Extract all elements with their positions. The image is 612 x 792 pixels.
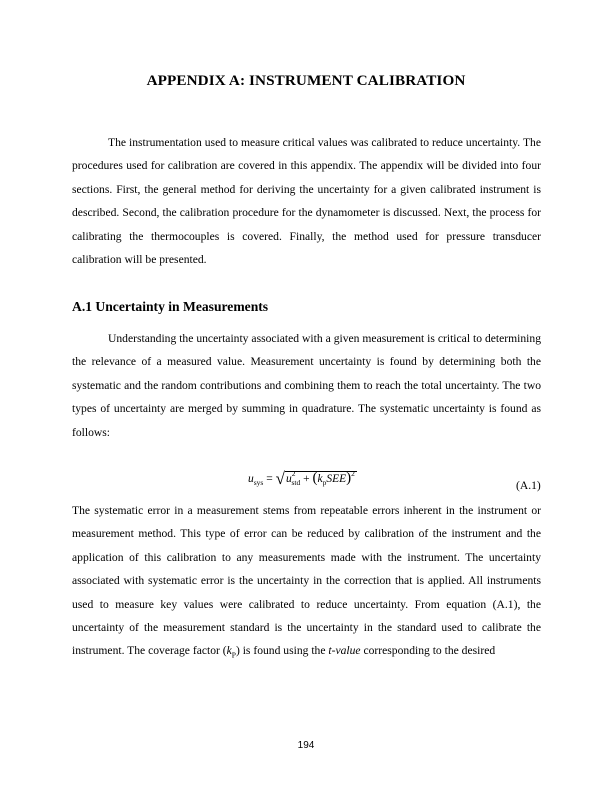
body-text-1: The systematic error in a measurement stems from repeatable errors inherent in the instrument or measurement method. This type of error can be reduced by calibration of the instrument and the application of this calibration to any measurements made with the instrument. The uncertainty associated with systematic error is the uncertainty in the correction that is applied. All instruments used to measure key values were calibrated to reduce uncertainty. From equation (A.1), the uncertainty of the measurement standard is the uncertainty in the standard used to calibrate the instrument. The coverage factor ( bbox=[72, 504, 541, 658]
eq-close-paren: ) bbox=[346, 470, 352, 486]
eq-lhs-sub: sys bbox=[253, 478, 264, 487]
eq-term2-rest: SEE bbox=[326, 473, 347, 485]
eq-term1-var: u bbox=[285, 473, 292, 485]
eq-radicand bbox=[285, 471, 357, 485]
eq-open-paren: ( bbox=[312, 470, 318, 486]
eq-term1-sup: 2 bbox=[291, 469, 296, 478]
section-paragraph-text: Understanding the uncertainty associated with a given measurement is critical to determining the relevance of a measured value. Measurement uncertainty is found by determining both the systematic and the random contributions and combining them to reach the total uncertainty. The two types of uncertainty are merged by summing in quadrature. The systematic uncertainty is found as follows: bbox=[72, 332, 541, 439]
eq-plus: + bbox=[303, 473, 310, 485]
body-text-2: ) is found using the bbox=[235, 644, 329, 658]
intro-paragraph bbox=[72, 131, 541, 271]
eq-lhs-var: u bbox=[248, 473, 254, 485]
eq-term2-sup: 2 bbox=[351, 469, 355, 478]
eq-term2-var: k bbox=[317, 473, 323, 485]
eq-term1-sub: std bbox=[291, 478, 301, 487]
page-title: APPENDIX A: INSTRUMENT CALIBRATION bbox=[146, 72, 466, 89]
intro-paragraph-text: The instrumentation used to measure critical values was calibrated to reduce uncertainty. The procedures used for calibration are covered in this appendix. The appendix will be divided into four sections. First, the general method for deriving the uncertainty for a given calibrated instrument is described. Second, the calibration procedure for the dynamometer is discussed. Next, the process for calibrating the thermocouples is covered. Finally, the method used for pressure transducer calibration will be presented. bbox=[72, 136, 541, 267]
section-paragraph bbox=[72, 327, 541, 444]
equation-number: (A.1) bbox=[516, 479, 541, 492]
kp-symbol: $k_P$ bbox=[226, 644, 236, 660]
body-paragraph bbox=[72, 499, 541, 667]
eq-term2-sub: p bbox=[322, 478, 327, 487]
sqrt-symbol: √ bbox=[275, 469, 285, 488]
t-value-term: t-value bbox=[328, 644, 361, 658]
eq-equals: = bbox=[266, 473, 273, 485]
equation-a1 bbox=[248, 469, 357, 489]
section-heading: A.1 Uncertainty in Measurements bbox=[72, 299, 269, 314]
page-number: 194 bbox=[297, 740, 315, 751]
body-text-3: corresponding to the desired bbox=[360, 644, 496, 658]
